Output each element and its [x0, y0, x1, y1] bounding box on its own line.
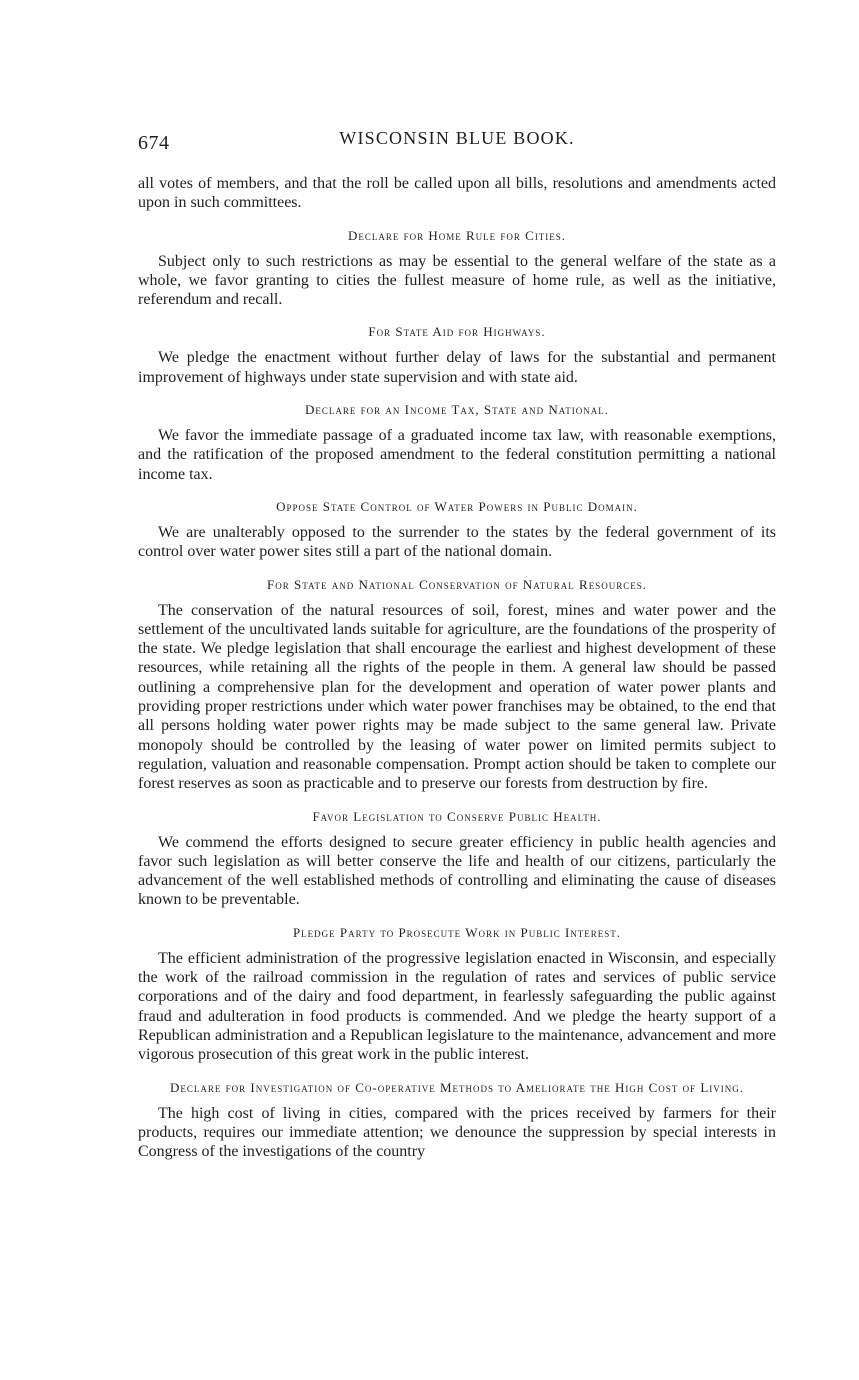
- section-body: We favor the immediate passage of a graduated income tax law, with reasonable exemptions, and the ratification of the proposed amendment to the federal constitution permitting a national income tax.: [138, 427, 776, 483]
- section-heading: Pledge Party to Prosecute Work in Public Interest.: [292, 924, 622, 940]
- section-heading: Declare for an Income Tax, State and National.: [304, 402, 610, 418]
- section-heading: For State and National Conservation of Natural Resources.: [267, 576, 647, 592]
- section-conservation: [138, 576, 776, 794]
- section-body: We are unalterably opposed to the surrender to the states by the federal government of its control over water power sites still a part of the national domain.: [138, 523, 776, 561]
- section-heading: Declare for Home Rule for Cities.: [347, 227, 567, 243]
- section-cost-of-living: [138, 1079, 776, 1162]
- section-body: The high cost of living in cities, compared with the prices received by farmers for their products, requires our immediate attention; we denounce the suppression by special interests in Congress of the investigations of the country: [138, 1104, 776, 1161]
- section-income-tax: [138, 401, 776, 484]
- section-public-interest: [138, 924, 776, 1065]
- section-body: We pledge the enactment without further delay of laws for the substantial and permanent improvement of highways under state supervision and with state aid.: [138, 349, 776, 386]
- section-body: The conservation of the natural resources of soil, forest, mines and water power and the settlement of the uncultivated lands suitable for agriculture, are the foundations of the prosperity of the state. We pledge legislation that shall encourage the earliest and highest development of these resources, while retaining all the rights of the people in them. A general law should be passed outlining a comprehensive plan for the development and operation of water power plants and providing proper restrictions under which water power franchises may be obtained, to the end that all persons holding water power rights may be made subject to the same general law. Private monopoly should be controlled by the leasing of water power on limited permits subject to regulation, valuation and reasonable compensation. Prompt action should be taken to complete our forest reserves as soon as practicable and to preserve our forests from destruction by fire.: [138, 601, 776, 793]
- section-heading: Declare for Investigation of Co-operative Methods to Ameliorate the High Cost of Living.: [169, 1079, 745, 1095]
- section-body: We commend the efforts designed to secure greater efficiency in public health agencies and favor such legislation as will better conserve the life and health of our citizens, particularly the advancement of the well established methods of controlling and eliminating the cause of diseases known to be preventable.: [138, 833, 776, 909]
- page-number: 674: [138, 132, 170, 154]
- intro-paragraph: all votes of members, and that the roll be called upon all bills, resolutions and amendments acted upon in such committees.: [138, 175, 776, 212]
- section-body: Subject only to such restrictions as may be essential to the general welfare of the state as a whole, we favor granting to cities the fullest measure of home rule, as well as the initiative, referendum and recall.: [138, 252, 776, 309]
- section-heading: Favor Legislation to Conserve Public Health.: [312, 808, 602, 824]
- section-body: The efficient administration of the progressive legislation enacted in Wisconsin, and especially the work of the railroad commission in the regulation of rates and services of public service corporations and of the dairy and food department, in fearlessly safeguarding the public against fraud and adulteration in food products is commended. And we pledge the hearty support of a Republican administration and a Republican legislature to the maintenance, advancement and more vigorous prosecution of this great work in the public interest.: [138, 949, 776, 1064]
- section-public-health: [138, 808, 776, 910]
- section-water-powers: [138, 498, 776, 562]
- section-heading: Oppose State Control of Water Powers in Public Domain.: [276, 498, 638, 514]
- section-state-aid-highways: [138, 323, 776, 387]
- running-head: [138, 128, 776, 154]
- document-page: [138, 128, 776, 1161]
- book-title: WISCONSIN BLUE BOOK.: [339, 128, 575, 148]
- section-heading: For State Aid for Highways.: [368, 324, 546, 340]
- section-home-rule: [138, 227, 776, 310]
